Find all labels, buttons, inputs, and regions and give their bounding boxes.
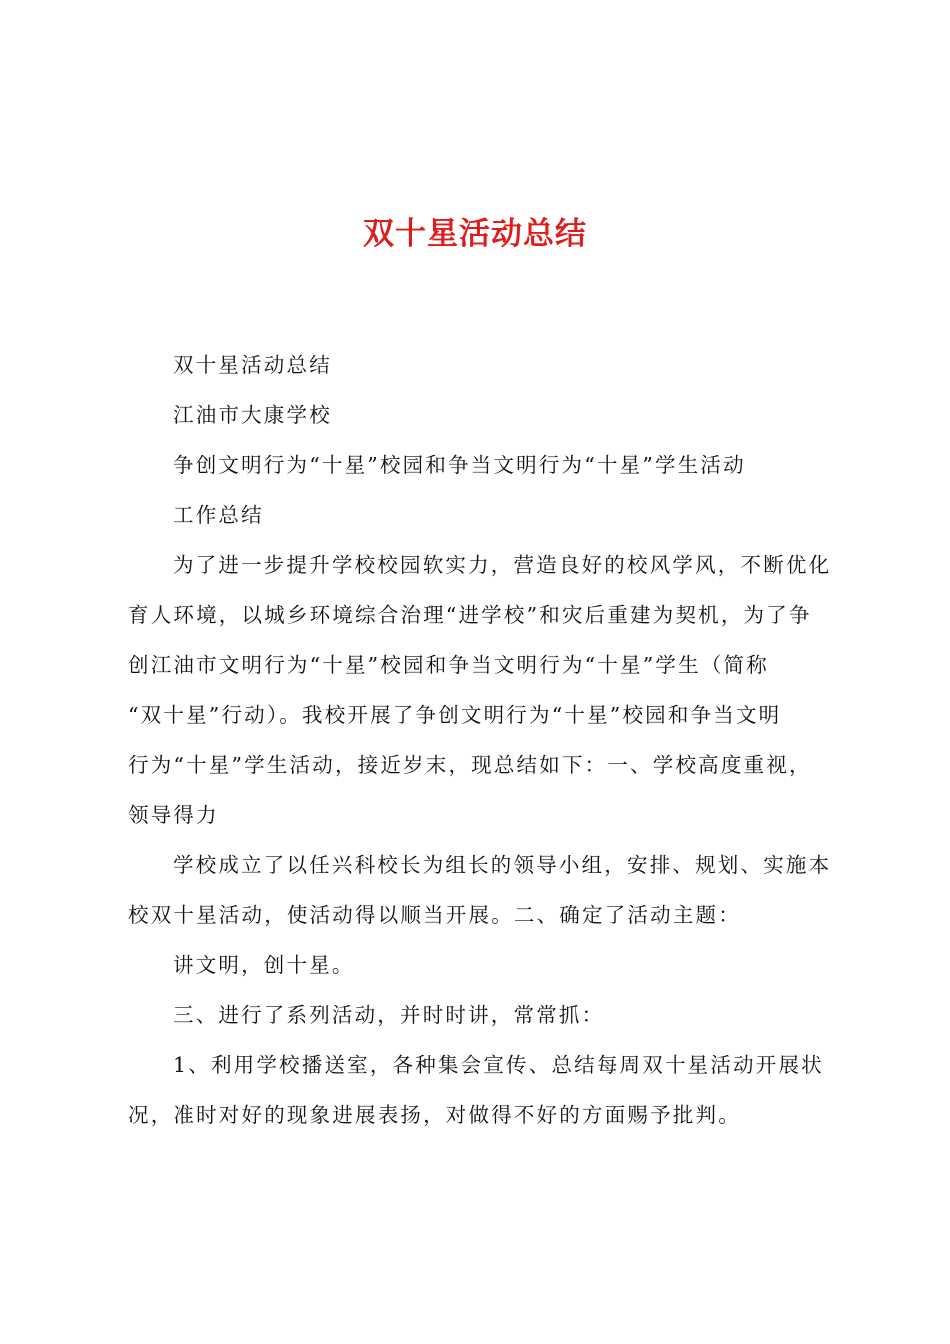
paragraph-1-line-2: 育人环境，以城乡环境综合治理“进学校”和灾后重建为契机，为了争: [128, 603, 812, 627]
paragraph-2-line-2: 校双十星活动，使活动得以顺当开展。二、确定了活动主题：: [128, 903, 741, 927]
paragraph-3-line-1: 讲文明，创十星。: [173, 953, 355, 977]
paragraph-1-line-6: 领导得力: [128, 803, 219, 827]
paragraph-5-line-1: 1、利用学校播送室，各种集会宣传、总结每周双十星活动开展状: [173, 1053, 824, 1077]
body-line-school: 江油市大康学校: [173, 403, 332, 427]
paragraph-1-line-3: 创江油市文明行为“十星”校园和争当文明行为“十星”学生（简称: [128, 653, 769, 677]
body-line-activity: 争创文明行为“十星”校园和争当文明行为“十星”学生活动: [173, 453, 746, 477]
paragraph-1-line-5: 行为“十星”学生活动，接近岁末，现总结如下：一、学校高度重视，: [128, 753, 812, 777]
document-title: 双十星活动总结: [363, 216, 587, 252]
paragraph-4-line-1: 三、进行了系列活动，并时时讲，常常抓：: [173, 1003, 605, 1027]
body-line-summary: 工作总结: [173, 503, 264, 527]
body-line-heading: 双十星活动总结: [173, 353, 332, 377]
paragraph-1-line-1: 为了进一步提升学校校园软实力，营造良好的校风学风，不断优化: [173, 553, 832, 577]
paragraph-1-line-4: “双十星”行动）。我校开展了争创文明行为“十星”校园和争当文明: [128, 703, 782, 727]
document-body: [128, 340, 832, 1140]
paragraph-2-line-1: 学校成立了以任兴科校长为组长的领导小组，安排、规划、实施本: [173, 853, 832, 877]
paragraph-5-line-2: 况，准时对好的现象进展表扬，对做得不好的方面赐予批判。: [128, 1103, 741, 1127]
